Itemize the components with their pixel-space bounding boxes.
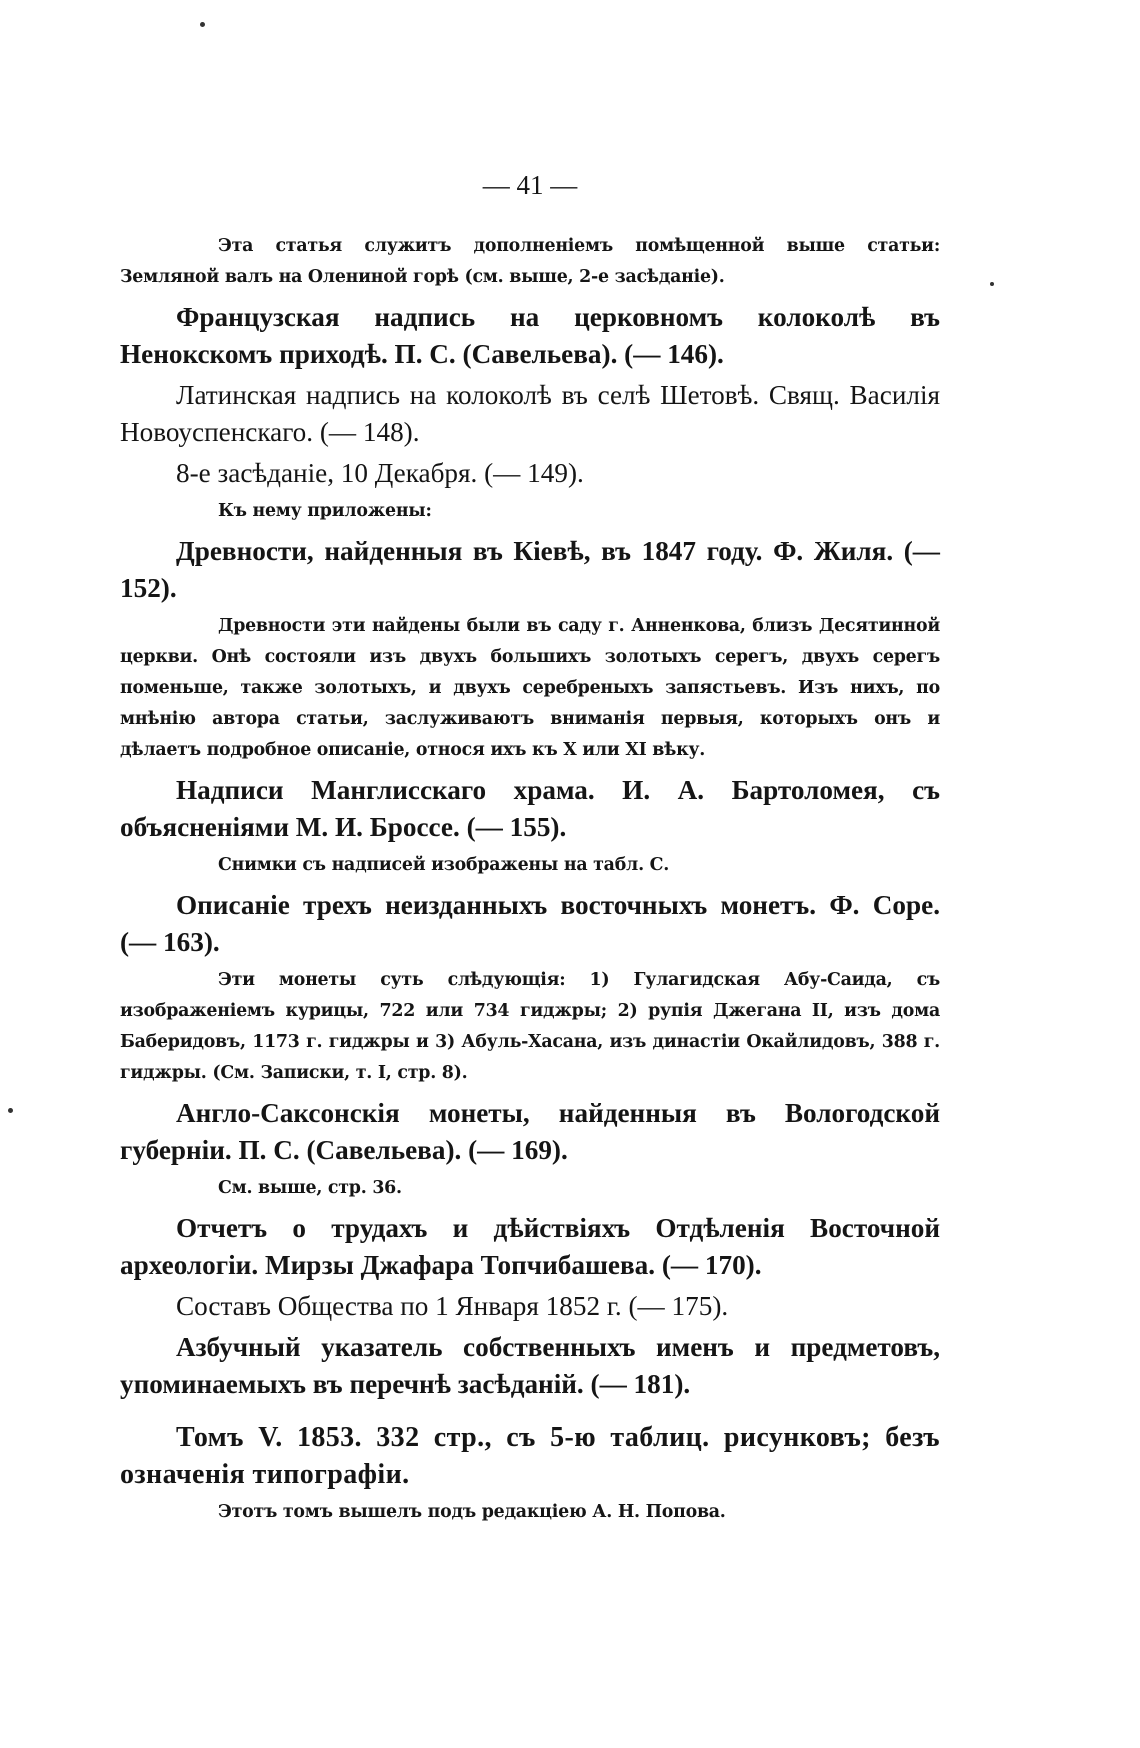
entry-volume-5: Томъ V. 1853. 332 стр., съ 5-ю таблиц. рисунковъ; безъ означенія типографіи. (120, 1422, 940, 1490)
entry-eastern-archaeology-report: Отчетъ о трудахъ и дѣйствіяхъ Отдѣленія Восточной археологіи. Мирзы Джафара Топчибашева. (— 170). (120, 1213, 940, 1280)
note-kiev-antiquities: Древности эти найдены были въ саду г. Анненкова, близъ Десятинной церкви. Онѣ состояли изъ двухъ большихъ золотыхъ серегъ, двухъ серегъ поменьше, также золотыхъ, и двухъ серебреныхъ запястьевъ. Изъ нихъ, по мнѣнію автора статьи, заслуживаютъ вниманія первыя, которыхъ онъ и дѣлаетъ подробное описаніе, относя ихъ къ X или XI вѣку. (120, 616, 940, 760)
scan-speck (8, 1108, 13, 1113)
entry-latin-inscription: Латинская надпись на колоколѣ въ селѣ Шетовѣ. Свящ. Василія Новоуспенскаго. (— 148). (120, 380, 940, 447)
entry-anglo-saxon-coins: Англо-Саксонскія монеты, найденныя въ Вологодской губерніи. П. С. (Савельева). (— 169). (120, 1098, 940, 1165)
entry-manglisi-inscriptions: Надписи Манглисскаго храма. И. А. Бартоломея, съ объясненіями М. И. Броссе. (— 155). (120, 775, 940, 842)
entry-society-membership: Составъ Общества по 1 Января 1852 г. (— 175). (176, 1291, 729, 1321)
note-manglisi-plates: Снимки съ надписей изображены на табл. С. (218, 855, 670, 875)
entry-alphabetical-index: Азбучный указатель собственныхъ именъ и предметовъ, упоминаемыхъ въ перечнѣ засѣданій. (— 181). (120, 1332, 940, 1399)
page-body (120, 170, 940, 1534)
note-volume-editor: Этотъ томъ вышелъ подъ редакціею А. Н. Попова. (218, 1502, 726, 1522)
entry-french-inscription: Французская надпись на церковномъ колоколѣ въ Ненокскомъ приходѣ. П. С. (Савельева). (— 146). (120, 302, 940, 369)
note-attached: Къ нему приложены: (218, 501, 432, 521)
page-number: — 41 — (482, 170, 578, 200)
scan-speck (990, 282, 994, 286)
entry-session-8: 8-е засѣданіе, 10 Декабря. (— 149). (176, 458, 584, 488)
entry-eastern-coins: Описаніе трехъ неизданныхъ восточныхъ монетъ. Ф. Соре. (— 163). (120, 890, 940, 957)
scan-speck (200, 22, 205, 27)
note-earthen-rampart: Эта статья служитъ дополненіемъ помѣщенной выше статьи: Земляной валъ на Олениной горѣ (см. выше, 2-е засѣданіе). (120, 236, 940, 287)
entry-kiev-antiquities: Древности, найденныя въ Кіевѣ, въ 1847 году. Ф. Жиля. (— 152). (120, 536, 940, 603)
note-see-above: См. выше, стр. 36. (218, 1178, 402, 1198)
note-eastern-coins: Эти монеты суть слѣдующія: 1) Гулагидская Абу-Саида, съ изображеніемъ курицы, 722 или 734 гиджры; 2) рупія Джегана II, изъ дома Баберидовъ, 1173 г. гиджры и 3) Абуль-Хасана, изъ династіи Окайлидовъ, 388 г. гиджры. (См. Записки, т. I, стр. 8). (120, 970, 940, 1083)
